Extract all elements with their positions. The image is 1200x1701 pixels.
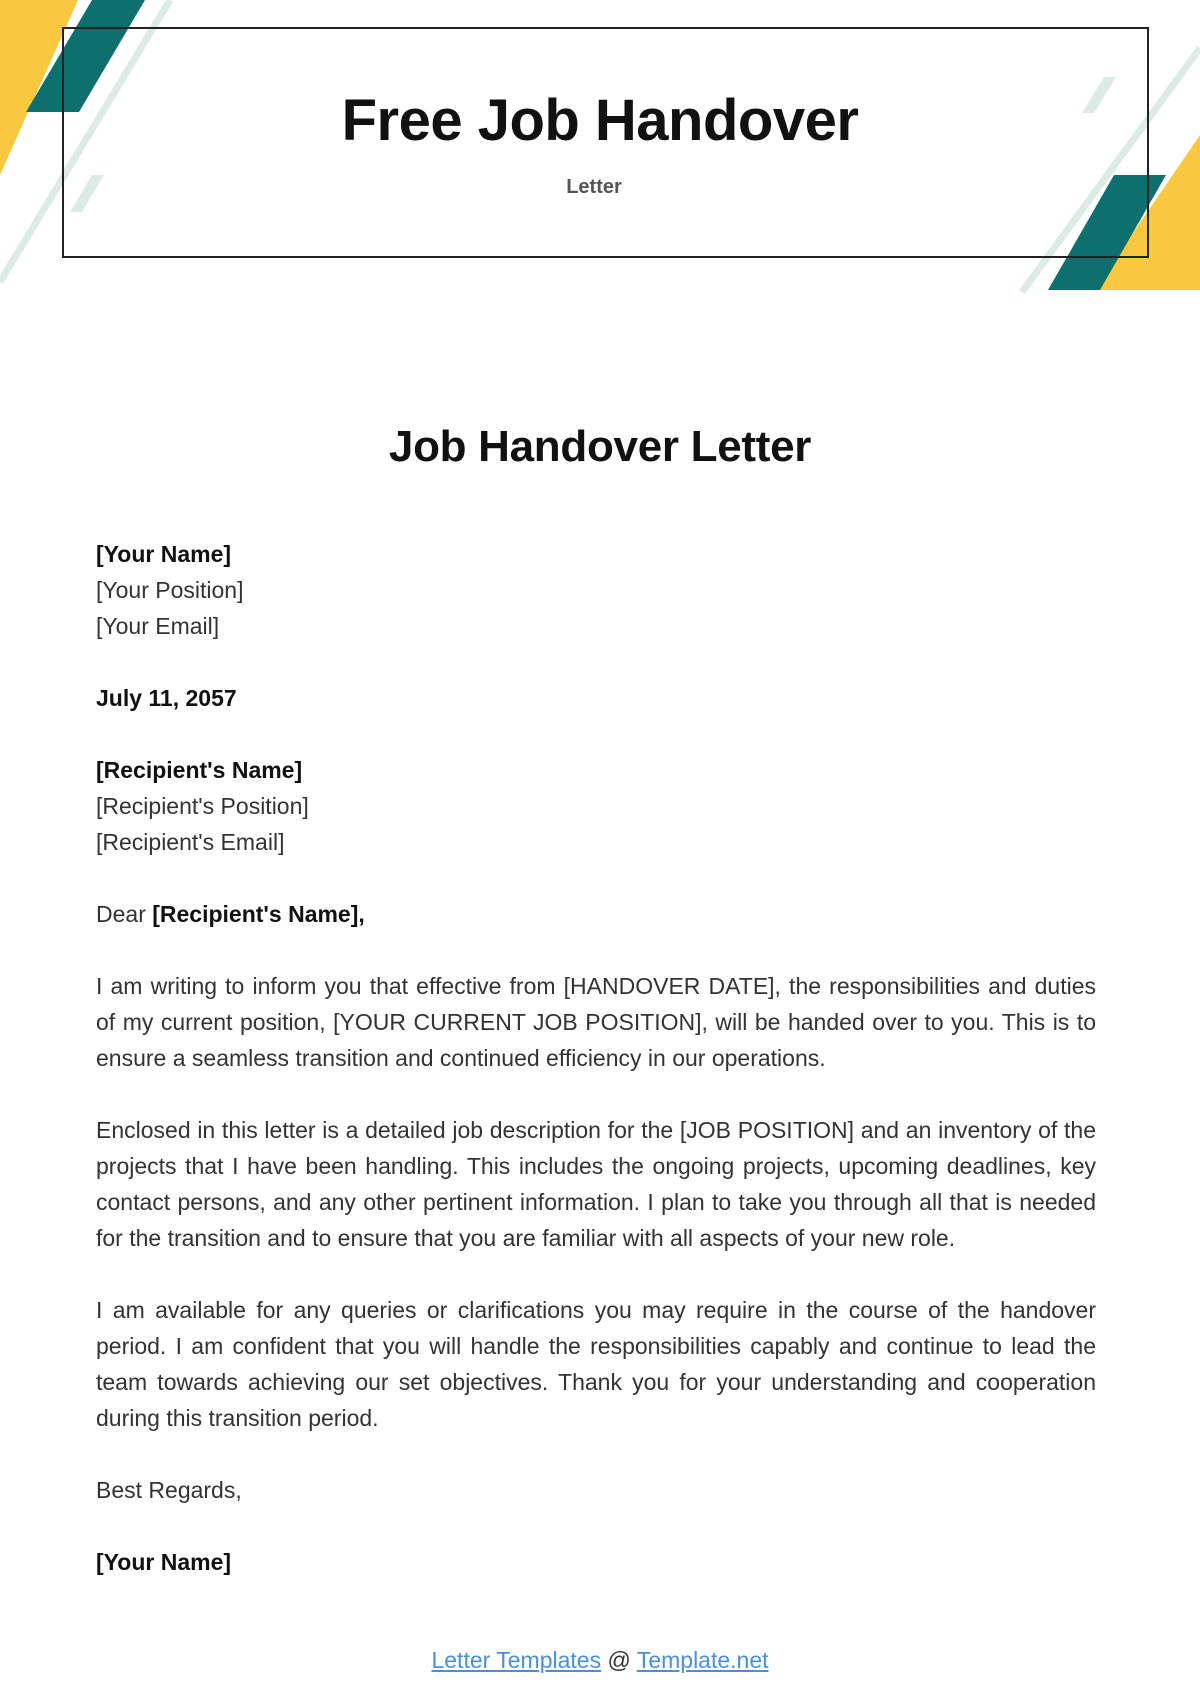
recipient-position: [Recipient's Position] <box>96 793 309 819</box>
header-subtitle: Letter <box>566 176 622 198</box>
footer-separator: @ <box>607 1647 631 1673</box>
sender-position: [Your Position] <box>96 577 244 603</box>
footer <box>0 1647 1200 1674</box>
header-title: Free Job Handover <box>341 88 859 153</box>
sender-name: [Your Name] <box>96 541 232 567</box>
salutation-prefix: Dear <box>96 901 146 927</box>
recipient-name: [Recipient's Name] <box>96 757 303 783</box>
paragraph-2: Enclosed in this letter is a detailed job description for the [JOB POSITION] and an inventory of the projects that I have been handling. This includes the ongoing projects, upcoming deadlines, key contact persons, and any other pertinent information. I plan to take you through all that is needed for the transition and to ensure that you are familiar with all aspects of your new role. <box>96 1117 1096 1251</box>
signature-name: [Your Name] <box>96 1549 232 1575</box>
letter-title: Job Handover Letter <box>388 422 812 471</box>
letter-templates-link[interactable]: Letter Templates <box>431 1647 602 1673</box>
salutation-name: [Recipient's Name], <box>152 901 365 927</box>
paragraph-1: I am writing to inform you that effective from [HANDOVER DATE], the responsibilities and duties of my current position, [YOUR CURRENT JOB POSITION], will be handed over to you. This is to ensure a seamless transition and continued efficiency in our operations. <box>96 973 1096 1071</box>
letter-date: July 11, 2057 <box>96 685 237 711</box>
template-net-link[interactable]: Template.net <box>636 1647 769 1673</box>
sender-email: [Your Email] <box>96 613 220 639</box>
recipient-email: [Recipient's Email] <box>96 829 285 855</box>
salutation <box>96 896 1096 932</box>
paragraph-3: I am available for any queries or clarifications you may require in the course of the handover period. I am confident that you will handle the responsibilities capably and continue to lead the team towards achieving our set objectives. Thank you for your understanding and cooperation during this transition period. <box>96 1297 1096 1431</box>
closing: Best Regards, <box>96 1477 242 1503</box>
letter-body <box>96 536 1096 1580</box>
